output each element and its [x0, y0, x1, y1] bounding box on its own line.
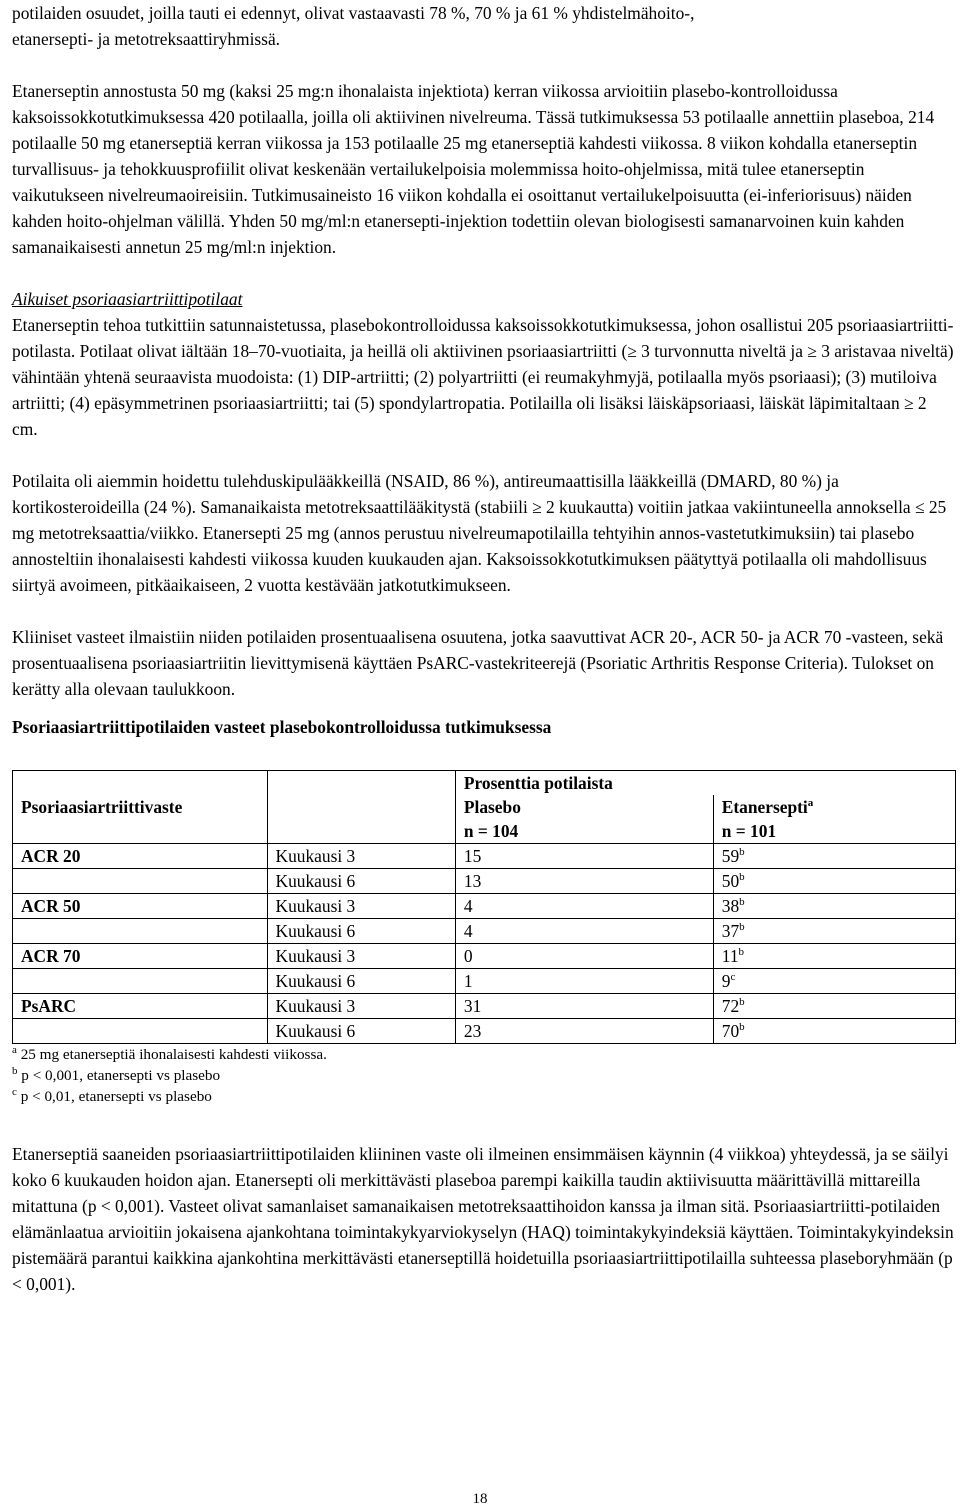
cell-etanercept — [713, 994, 955, 1019]
cell-measure — [13, 919, 268, 944]
header-etanercept-label: Etanersepti — [721, 797, 808, 817]
table-row — [13, 1019, 956, 1044]
cell-etanercept-sup: b — [739, 921, 745, 934]
cell-month: Kuukausi 6 — [267, 919, 455, 944]
header-etanercept-n: n = 101 — [713, 819, 955, 844]
cell-etanercept — [713, 869, 955, 894]
cell-etanercept-value: 59 — [721, 846, 740, 866]
cell-month: Kuukausi 6 — [267, 969, 455, 994]
table-row — [13, 869, 956, 894]
cell-measure — [13, 1019, 268, 1044]
footnote-text: 25 mg etanerseptiä ihonalaisesti kahdesti viikossa. — [16, 1046, 327, 1063]
table-row — [13, 919, 956, 944]
cell-month: Kuukausi 3 — [267, 944, 455, 969]
table-header-row — [13, 771, 956, 796]
cell-measure — [13, 969, 268, 994]
cell-placebo: 23 — [455, 1019, 713, 1044]
response-table — [12, 770, 956, 1044]
cell-etanercept — [713, 969, 955, 994]
footnote-text: p < 0,01, etanersepti vs plasebo — [16, 1088, 212, 1105]
cell-etanercept — [713, 844, 955, 869]
cell-etanercept-sup: c — [730, 971, 736, 984]
header-placebo: Plasebo — [455, 795, 713, 819]
table-row — [13, 994, 956, 1019]
cell-placebo: 4 — [455, 894, 713, 919]
footnote-mark: c — [12, 1085, 17, 1098]
page-number: 18 — [472, 1491, 488, 1507]
paragraph-psa-prior-treatment: Potilaita oli aiemmin hoidettu tulehduskipulääkkeillä (NSAID, 86 %), antireumaattisilla lääkkeillä (DMARD, 80 %) ja kortikosteroideilla (24 %). Samanaikaista metotreksaattilääkitystä (stabiili ≥ 2 kuukautta) voitiin jatkaa vakiintuneella annoksella ≤ 25 mg metotreksaattia/viikko. Etanersepti 25 mg (annos perustuu nivelreumapotilailla tehtyihin annos-vastetutkimuksiin) tai plasebo annosteltiin ihonalaisesti kahdesti viikossa kuuden kuukauden ajan. Kaksoissokkotutkimuksen päätyttyä potilaalla oli mahdollisuus siirtyä avoimeen, pitkäaikaiseen, 2 vuotta kestävään jatkotutkimukseen. — [12, 471, 947, 595]
cell-etanercept-sup: b — [739, 846, 745, 859]
header-placebo-n: n = 104 — [455, 819, 713, 844]
cell-measure: ACR 50 — [13, 894, 268, 919]
cell-month: Kuukausi 6 — [267, 869, 455, 894]
cell-month: Kuukausi 3 — [267, 844, 455, 869]
table-row — [13, 844, 956, 869]
cell-placebo: 4 — [455, 919, 713, 944]
cell-placebo: 1 — [455, 969, 713, 994]
paragraph-psa-conclusion: Etanerseptiä saaneiden psoriaasiartriittipotilaiden kliininen vaste oli ilmeinen ensimmäisen käynnin (4 viikkoa) yhteydessä, ja se säilyi koko 6 kuukauden hoidon ajan. Etanersepti oli merkittävästi plaseboa parempi kaikilla taudin aktiivisuutta määrittävillä mittareilla mitattuna (p < 0,001). Vasteet olivat samanlaiset samanaikaisen metotreksaattihoidon kanssa ja ilman sitä. Psoriaasiartriitti-potilaiden elämänlaatua arvioitiin jokaisena ajankohtana toimintakykyarviokyselyn (HAQ) toimintakykyindeksiä käyttäen. Toimintakykyindeksin pistemäärä parantui kaikkina ajankohtina merkittävästi etanerseptillä hoidetuilla psoriaasiartriittipotilailla suhteessa plaseboryhmään (p < 0,001). — [12, 1144, 954, 1294]
cell-etanercept — [713, 919, 955, 944]
cell-etanercept-value: 50 — [721, 871, 740, 891]
intro-line-2: etanersepti- ja metotreksaattiryhmissä. — [12, 29, 281, 49]
cell-etanercept — [713, 894, 955, 919]
cell-etanercept-sup: b — [739, 1021, 745, 1034]
header-etanercept — [713, 795, 955, 819]
table-title: Psoriaasiartriittipotilaiden vasteet plasebokontrolloidussa tutkimuksessa — [12, 717, 552, 737]
header-empty-cell — [267, 771, 455, 844]
cell-etanercept-sup: b — [739, 896, 745, 909]
cell-placebo: 15 — [455, 844, 713, 869]
cell-month: Kuukausi 3 — [267, 894, 455, 919]
cell-etanercept-value: 11 — [721, 946, 739, 966]
table-row — [13, 894, 956, 919]
cell-etanercept — [713, 944, 955, 969]
document-page — [12, 0, 956, 1297]
cell-month: Kuukausi 3 — [267, 994, 455, 1019]
cell-measure: PsARC — [13, 994, 268, 1019]
cell-placebo: 0 — [455, 944, 713, 969]
cell-measure: ACR 70 — [13, 944, 268, 969]
cell-etanercept-sup: b — [738, 946, 745, 959]
cell-etanercept-value: 9 — [721, 971, 731, 991]
intro-line-1: potilaiden osuudet, joilla tauti ei edennyt, olivat vastaavasti 78 %, 70 % ja 61 % yhdistelmähoito-, — [12, 3, 695, 23]
footnote-mark: a — [12, 1043, 17, 1056]
cell-measure: ACR 20 — [13, 844, 268, 869]
cell-etanercept-value: 72 — [721, 996, 740, 1016]
paragraph-psa-study: Etanerseptin tehoa tutkittiin satunnaistetussa, plasebokontrolloidussa kaksoissokkotutkimuksessa, johon osallistui 205 psoriaasiartriitti-potilasta. Potilaat olivat iältään 18–70-vuotiaita, ja heillä oli aktiivinen psoriaasiartriitti (≥ 3 turvonnutta niveltä ja ≥ 3 aristavaa niveltä) vähintään yhtenä seuraavista muodoista: (1) DIP-artriitti; (2) polyartriitti (ei reumakyhmyjä, potilaalla myös psoriaasi); (3) mutiloiva artriitti; (4) epäsymmetrinen psoriaasiartriitti; tai (5) spondylartropatia. Potilailla oli lisäksi läiskäpsoriaasi, läiskät läpimitaltaan ≥ 2 cm. — [12, 315, 954, 439]
table-footnotes — [12, 1044, 956, 1107]
table-row — [13, 969, 956, 994]
cell-etanercept-value: 70 — [721, 1021, 740, 1041]
cell-etanercept-sup: b — [739, 871, 745, 884]
paragraph-psa-responses: Kliiniset vasteet ilmaistiin niiden potilaiden prosentuaalisena osuutena, jotka saavuttivat ACR 20-, ACR 50- ja ACR 70 -vasteen, sekä prosentuaalisena psoriaasiartriitin lievittymisenä käyttäen PsARC-vastekriteerejä (Psoriatic Arthritis Response Criteria). Tulokset on kerätty alla olevaan taulukkoon. — [12, 627, 944, 699]
cell-measure — [13, 869, 268, 894]
footnote-text: p < 0,001, etanersepti vs plasebo — [17, 1067, 221, 1084]
header-etanercept-sup: a — [807, 797, 814, 810]
table-row — [13, 944, 956, 969]
cell-etanercept-value: 37 — [721, 921, 740, 941]
cell-etanercept-sup: b — [739, 996, 745, 1009]
paragraph-ra-dosing: Etanerseptin annostusta 50 mg (kaksi 25 mg:n ihonalaista injektiota) kerran viikossa arvioitiin plasebo-kontrolloidussa kaksoissokkotutkimuksessa 420 potilaalla, joilla oli aktiivinen nivelreuma. Tässä tutkimuksessa 53 potilaalle annettiin plaseboa, 214 potilaalle 50 mg etanerseptiä kerran viikossa ja 153 potilaalle 25 mg etanerseptiä kahdesti viikossa. 8 viikon kohdalla etanerseptin turvallisuus- ja tehokkuusprofiilit olivat keskenään vertailukelpoisia molemmissa hoito-ohjelmissa, mitä tulee etanerseptin vaikutukseen nivelreumaoireisiin. Tutkimusaineisto 16 viikon kohdalla ei osoittanut vertailukelpoisuutta (ei-inferiorisuus) näiden kahden hoito-ohjelman välillä. Yhden 50 mg/ml:n etanersepti-injektion todettiin olevan biologisesti samanarvoinen kuin kahden samanaikaisesti annetun 25 mg/ml:n injektion. — [12, 81, 935, 257]
cell-placebo: 31 — [455, 994, 713, 1019]
cell-month: Kuukausi 6 — [267, 1019, 455, 1044]
header-percent-patients: Prosenttia potilaista — [455, 771, 955, 796]
cell-etanercept-value: 38 — [721, 896, 740, 916]
footnote-b — [12, 1065, 956, 1086]
header-response-measure: Psoriaasiartriittivaste — [13, 771, 268, 844]
footnote-c — [12, 1086, 956, 1107]
section-heading-psa: Aikuiset psoriaasiartriittipotilaat — [12, 289, 243, 309]
footnote-a — [12, 1044, 956, 1065]
cell-placebo: 13 — [455, 869, 713, 894]
footnote-mark: b — [12, 1064, 18, 1077]
cell-etanercept — [713, 1019, 955, 1044]
